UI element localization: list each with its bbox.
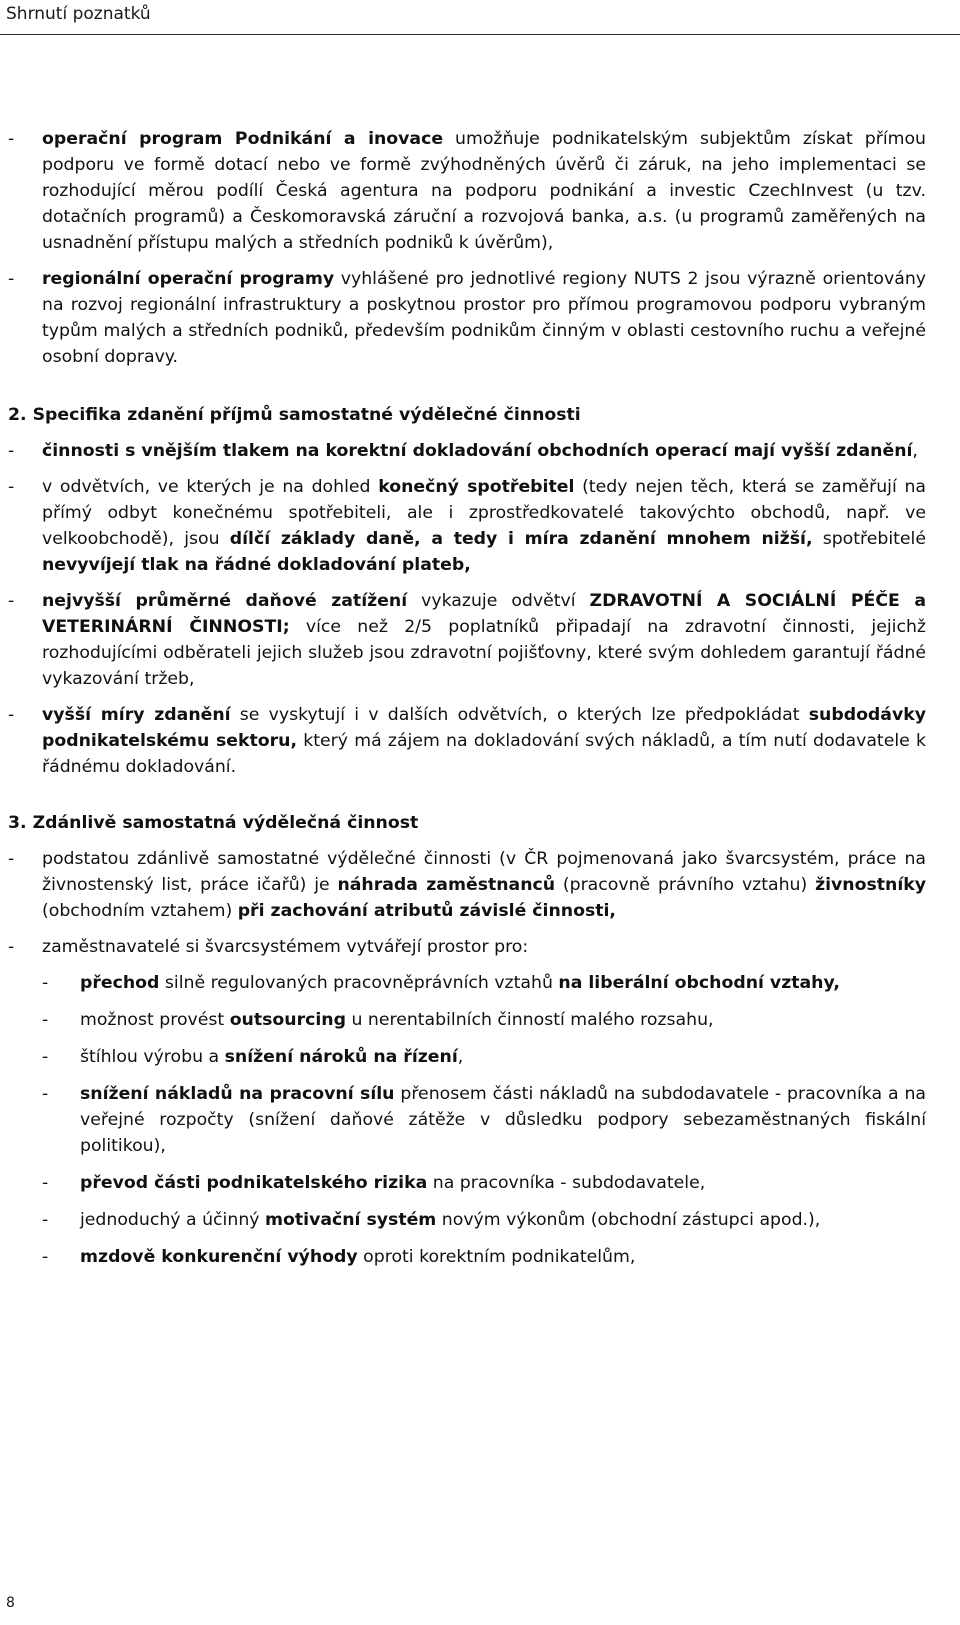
list-item: - v odvětvích, ve kterých je na dohled konečný spotřebitel (tedy nejen těch, která se zaměřují na přímý odbyt konečnému spotřebiteli, ale i zprostředkovatelé takovýchto obchodů, např. ve velkoobchodě), jsou dílčí základy daně, a tedy i míra zdanění mnohem nižší, spotřebitelé nevyvíjejí tlak na řádné dokladování plateb, — [0, 474, 960, 578]
list-dash: - — [42, 1247, 49, 1267]
list-dash: - — [42, 1010, 49, 1030]
sub-list-item: - jednoduchý a účinný motivační systém novým výkonům (obchodní zástupci apod.), — [0, 1207, 960, 1233]
list-dash: - — [8, 269, 15, 289]
list-dash: - — [8, 705, 15, 725]
list-item: - vyšší míry zdanění se vyskytují i v dalších odvětvích, o kterých lze předpokládat subdodávky podnikatelskému sektoru, který má zájem na dokladování svých nákladů, a tím nutí dodavatele k řádnému dokladování. — [0, 702, 960, 780]
header-divider — [0, 34, 960, 35]
document-body — [0, 126, 960, 1281]
list-dash: - — [42, 1047, 49, 1067]
list-dash: - — [8, 129, 15, 149]
list-item: - zaměstnavatelé si švarcsystémem vytvářejí prostor pro: — [0, 934, 960, 960]
list-dash: - — [42, 973, 49, 993]
sub-list-item: - převod části podnikatelského rizika na pracovníka - subdodavatele, — [0, 1170, 960, 1196]
page-header-title: Shrnutí poznatků — [6, 4, 151, 24]
list-dash: - — [8, 937, 15, 957]
list-dash: - — [8, 441, 15, 461]
page-number: 8 — [6, 1595, 15, 1611]
sub-list-item: - možnost provést outsourcing u nerentabilních činností malého rozsahu, — [0, 1007, 960, 1033]
list-dash: - — [8, 477, 15, 497]
list-dash: - — [42, 1084, 49, 1104]
section-heading: 2. Specifika zdanění příjmů samostatné výdělečné činnosti — [8, 405, 581, 425]
list-item: - nejvyšší průměrné daňové zatížení vykazuje odvětví ZDRAVOTNÍ A SOCIÁLNÍ PÉČE a VETERINÁRNÍ ČINNOSTI; více než 2/5 poplatníků připadají na zdravotní činnosti, jejichž rozhodujícími odběrateli jejich služeb jsou zdravotní pojišťovny, které svým dohledem garantují řádné vykazování tržeb, — [0, 588, 960, 692]
list-dash: - — [42, 1173, 49, 1193]
list-item: - operační program Podnikání a inovace umožňuje podnikatelským subjektům získat přímou podporu ve formě dotací nebo ve formě zvýhodněných úvěrů či záruk, na jeho implementaci se rozhodující měrou podílí Česká agentura na podporu podnikání a investic CzechInvest (u tzv. dotačních programů) a Českomoravská záruční a rozvojová banka, a.s. (u programů zaměřených na usnadnění přístupu malých a středních podniků k úvěrům), — [0, 126, 960, 256]
sub-list-item: - snížení nákladů na pracovní sílu přenosem části nákladů na subdodavatele - pracovníka a na veřejné rozpočty (snížení daňové zátěže v důsledku podpory sebezaměstnaných fiskální politikou), — [0, 1081, 960, 1159]
list-dash: - — [8, 591, 15, 611]
sub-list-item: - mzdově konkurenční výhody oproti korektním podnikatelům, — [0, 1244, 960, 1270]
list-dash: - — [42, 1210, 49, 1230]
list-dash: - — [8, 849, 15, 869]
list-item: - regionální operační programy vyhlášené pro jednotlivé regiony NUTS 2 jsou výrazně orientovány na rozvoj regionální infrastruktury a poskytnou prostor pro přímou programovou podporu vybraným typům malých a středních podniků, především podnikům činným v oblasti cestovního ruchu a veřejné osobní dopravy. — [0, 266, 960, 370]
sub-list-item: - štíhlou výrobu a snížení nároků na řízení, — [0, 1044, 960, 1070]
list-item: - podstatou zdánlivě samostatné výdělečné činnosti (v ČR pojmenovaná jako švarcsystém, práce na živnostenský list, práce ičařů) je náhrada zaměstnanců (pracovně právního vztahu) živnostníky (obchodním vztahem) při zachování atributů závislé činnosti, — [0, 846, 960, 924]
section-heading: 3. Zdánlivě samostatná výdělečná činnost — [8, 813, 419, 833]
list-item: - činnosti s vnějším tlakem na korektní dokladování obchodních operací mají vyšší zdanění, — [0, 438, 960, 464]
sub-list-item: - přechod silně regulovaných pracovněprávních vztahů na liberální obchodní vztahy, — [0, 970, 960, 996]
